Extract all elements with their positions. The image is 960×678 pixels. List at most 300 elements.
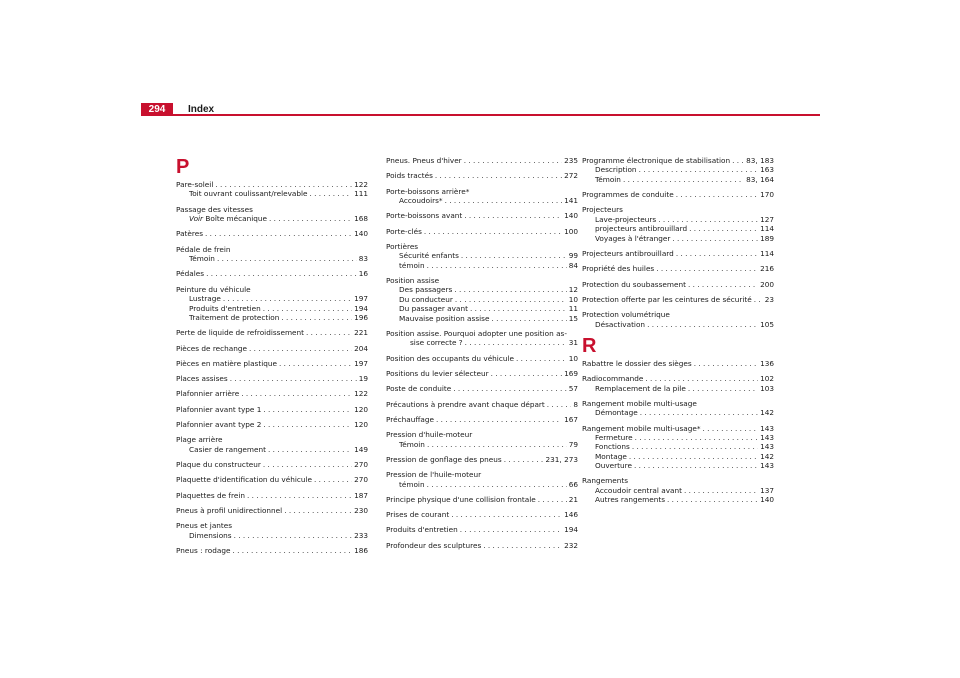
index-entry-label (176, 506, 282, 515)
index-page-ref[interactable]: 10 (568, 294, 578, 304)
index-entry-text: Portières (386, 241, 419, 251)
index-page-ref[interactable]: 83, 164 (746, 174, 774, 184)
index-entry-label (582, 399, 697, 408)
index-entry-text: Autres rangements (595, 495, 666, 505)
index-entry-line (582, 424, 774, 433)
index-subentry (176, 531, 368, 540)
page-title: Index (188, 104, 215, 115)
index-entry-label (595, 215, 656, 224)
index-page-ref[interactable]: 197 (354, 294, 368, 304)
index-subentry (176, 254, 368, 263)
index-entry-text: Pneus : rodage (176, 545, 231, 555)
dot-leader (451, 510, 562, 519)
index-entry-text: Propriété des huiles (582, 264, 655, 274)
dot-leader (454, 285, 566, 294)
index-page-ref[interactable]: 221 (354, 328, 368, 338)
index-entry-text: Passage des vitesses (176, 204, 253, 214)
index-entry-text: Protection offerte par les ceintures de sécurité (582, 294, 752, 304)
index-page-ref[interactable]: 141 (564, 196, 578, 205)
index-page-ref[interactable]: 136 (760, 358, 774, 368)
index-entry-continuation (386, 338, 578, 347)
index-entry-text: Position assise (386, 276, 440, 285)
dot-leader (754, 295, 763, 304)
index-entry-text: témoin (399, 260, 425, 270)
dot-leader (232, 546, 352, 555)
index-entry-label (582, 156, 730, 165)
index-entry-text: Pression de l'huile-moteur (386, 470, 482, 480)
dot-leader (223, 294, 352, 303)
index-entry-line (582, 310, 774, 319)
index-entry-line (189, 445, 368, 454)
index-entry-line (176, 205, 368, 214)
index-page-ref[interactable]: 31 (568, 338, 578, 348)
index-entry-label (189, 189, 308, 198)
index-page-ref[interactable]: 105 (760, 319, 774, 329)
index-entry (386, 227, 578, 236)
index-page-ref[interactable]: 103 (760, 383, 774, 393)
dot-leader (547, 400, 572, 409)
index-page-ref[interactable]: 83, 183 (746, 156, 774, 165)
index-page-ref[interactable]: 19 (358, 374, 368, 384)
index-page-ref[interactable]: 142 (760, 408, 774, 418)
dot-leader (241, 389, 352, 398)
dot-leader (732, 156, 744, 165)
index-entry-label (595, 320, 645, 329)
index-entry-text: Poids tractés (386, 171, 433, 181)
index-entry-label (176, 229, 203, 238)
index-page-ref[interactable]: 10 (568, 353, 578, 363)
index-page-ref[interactable]: 23 (764, 294, 774, 304)
index-page-ref[interactable]: 83 (358, 254, 368, 264)
index-page-ref[interactable]: 270 (354, 475, 368, 485)
index-page-ref[interactable]: 143 (760, 432, 774, 442)
dot-leader (491, 369, 562, 378)
index-page-ref[interactable]: 197 (354, 358, 368, 368)
index-entry-line (399, 285, 578, 294)
index-entry-text: Projecteurs (582, 205, 623, 215)
index-page-ref[interactable]: 196 (354, 312, 368, 322)
index-page-ref[interactable]: 84 (568, 260, 578, 270)
index-entry-line (582, 374, 774, 383)
index-entry (582, 476, 774, 485)
index-entry-text: Accoudoir central avant (595, 485, 682, 495)
dot-leader (206, 269, 357, 278)
index-entry-label (582, 476, 628, 485)
index-page-ref[interactable]: 272 (564, 171, 578, 181)
index-entry-line (386, 455, 578, 464)
index-subentry (386, 480, 578, 489)
dot-leader (263, 304, 352, 313)
index-subentry (386, 261, 578, 270)
index-entry-label (386, 525, 458, 534)
index-entry-label (386, 369, 489, 378)
index-entry (582, 295, 774, 304)
index-entry-text: Plage arrière (176, 435, 223, 445)
index-entry-line (595, 433, 774, 442)
index-entry-text: Rabattre le dossier des sièges (582, 358, 692, 368)
index-entry-line (595, 408, 774, 417)
index-subentry (582, 165, 774, 174)
index-page-ref[interactable]: 114 (760, 248, 774, 258)
index-page-ref[interactable]: 8 (573, 399, 578, 409)
index-page-ref[interactable]: 57 (568, 384, 578, 394)
index-entry-text: témoin (399, 479, 425, 489)
index-entry (176, 285, 368, 294)
index-entry-label (595, 165, 637, 174)
index-entry-label (176, 359, 277, 368)
index-page-ref[interactable]: 140 (354, 229, 368, 239)
index-entry-label (595, 384, 686, 393)
dot-leader (703, 424, 759, 433)
index-page-ref[interactable]: 12 (568, 285, 578, 295)
index-page-ref[interactable]: 140 (760, 495, 774, 505)
dot-leader (464, 211, 562, 220)
index-subentry (176, 304, 368, 313)
index-entry-text: Prises de courant (386, 510, 450, 520)
dot-leader (658, 215, 758, 224)
index-entry-text: Porte-boissons arrière* (386, 186, 470, 196)
index-entry-label (386, 455, 502, 464)
index-entry-text: Porte-boissons avant (386, 211, 463, 221)
index-entry-line (386, 525, 578, 534)
dot-leader (217, 254, 357, 263)
index-page-ref[interactable]: 231, 273 (545, 454, 578, 464)
index-page-ref[interactable]: 167 (564, 414, 578, 424)
index-entry-text: Poste de conduite (386, 384, 452, 394)
index-entry-label (582, 205, 623, 214)
index-page-ref[interactable]: 189 (760, 233, 774, 243)
index-page-ref[interactable]: 79 (568, 439, 578, 449)
index-entry-line (189, 531, 368, 540)
index-entry (582, 205, 774, 214)
index-entry-line (189, 313, 368, 322)
index-entry-line (595, 486, 774, 495)
index-entry (386, 329, 578, 348)
index-entry-label (189, 313, 279, 322)
index-page-ref[interactable]: 143 (760, 461, 774, 471)
index-entry (386, 495, 578, 504)
index-entry (386, 171, 578, 180)
index-entry-text: Mauvaise position assise (399, 313, 490, 323)
index-entry (176, 435, 368, 444)
index-entry-label (176, 405, 261, 414)
dot-leader (684, 486, 758, 495)
dot-leader (483, 541, 562, 550)
index-entry (582, 190, 774, 199)
index-page-ref[interactable]: 120 (354, 420, 368, 429)
index-page-ref[interactable]: 146 (564, 510, 578, 520)
index-subentry (582, 486, 774, 495)
index-page-ref[interactable]: 194 (354, 303, 368, 313)
index-entry-line (189, 294, 368, 303)
index-entry-line (386, 211, 578, 220)
index-entry-line (176, 475, 368, 484)
index-entry-label (386, 227, 422, 236)
index-page-ref[interactable]: 170 (760, 190, 774, 200)
index-entry-line (386, 495, 578, 504)
index-entry-text: Plafonnier avant type 2 (176, 420, 262, 429)
index-page-ref[interactable]: 16 (358, 269, 368, 279)
index-subentry (582, 384, 774, 393)
index-page-ref[interactable]: 137 (760, 485, 774, 495)
index-entry-label (176, 475, 312, 484)
index-page-ref[interactable]: 200 (760, 279, 774, 289)
index-entry-line (399, 295, 578, 304)
see-reference-prefix: Voir (189, 214, 204, 224)
index-entry-text: Pare-soleil (176, 180, 214, 189)
dot-leader (688, 384, 758, 393)
index-page-ref[interactable]: 99 (568, 251, 578, 261)
index-subentry (176, 445, 368, 454)
index-entry-text: Pression d'huile-moteur (386, 430, 473, 440)
index-page-ref[interactable]: 232 (564, 540, 578, 550)
index-entry-label (176, 389, 239, 398)
index-entry-label (595, 433, 633, 442)
index-entry-line (176, 521, 368, 530)
index-entry-line (386, 415, 578, 424)
index-entry-label (189, 254, 215, 263)
index-entry (176, 475, 368, 484)
dot-leader (647, 320, 758, 329)
index-entry-text: Des passagers (399, 285, 453, 295)
index-entry-text: Plafonnier arrière (176, 389, 240, 399)
dot-leader (281, 313, 352, 322)
index-entry (386, 541, 578, 550)
index-entry (386, 242, 578, 251)
index-entry-text: Témoin (399, 439, 425, 449)
index-entry-label (386, 470, 481, 479)
index-entry-text: Remplacement de la pile (595, 383, 686, 393)
index-entry-line (176, 420, 368, 429)
index-entry-line (176, 491, 368, 500)
index-entry-label (399, 295, 453, 304)
index-letter-heading: R (582, 334, 597, 357)
index-entry (386, 430, 578, 439)
index-subentry (582, 234, 774, 243)
dot-leader (667, 495, 758, 504)
index-entry-line (386, 242, 578, 251)
index-entry-label (176, 491, 245, 500)
index-page-ref[interactable]: 102 (760, 374, 774, 384)
index-entry-label (189, 304, 261, 313)
index-entry-line (582, 295, 774, 304)
index-entry-line (176, 285, 368, 294)
index-entry-text: Accoudoirs* (399, 196, 443, 205)
index-entry-line (595, 384, 774, 393)
index-entry-line (595, 495, 774, 504)
dot-leader (656, 264, 758, 273)
index-page-ref[interactable]: 204 (354, 343, 368, 353)
index-entry-label (582, 190, 674, 199)
index-page-ref[interactable]: 187 (354, 490, 368, 500)
index-entry-text: Perte de liquide de refroidissement (176, 328, 305, 338)
index-entry-line (399, 314, 578, 323)
index-entry-text: Porte-clés (386, 226, 422, 236)
index-entry-label (386, 354, 514, 363)
index-entry-label (595, 495, 665, 504)
index-entry-label (386, 541, 481, 550)
dot-leader (445, 196, 563, 205)
index-entry-label (595, 442, 630, 451)
dot-leader (263, 460, 352, 469)
index-page-ref[interactable]: 122 (354, 389, 368, 399)
dot-leader (427, 261, 567, 270)
index-entry (176, 374, 368, 383)
dot-leader (623, 175, 744, 184)
index-entry-text: Rangements (582, 476, 629, 486)
index-entry (176, 506, 368, 515)
index-entry-label (176, 460, 261, 469)
index-entry (176, 229, 368, 238)
index-entry-line (386, 171, 578, 180)
index-entry-label (176, 435, 223, 444)
index-page-ref[interactable]: 270 (354, 460, 368, 469)
index-entry-label (189, 445, 266, 454)
index-subentry (386, 314, 578, 323)
index-page-ref[interactable]: 120 (354, 404, 368, 414)
index-entry (176, 521, 368, 530)
index-entry-line (582, 264, 774, 273)
index-entry-label (386, 384, 451, 393)
index-entry-line (176, 389, 368, 398)
index-page-ref[interactable]: 122 (354, 180, 368, 189)
index-column-2 (386, 156, 578, 556)
header-rule (141, 114, 820, 116)
index-page-ref[interactable]: 168 (354, 214, 368, 224)
index-entry-label (176, 180, 213, 189)
index-entry-label (189, 214, 267, 223)
index-entry (176, 405, 368, 414)
index-page-ref[interactable]: 230 (354, 505, 368, 515)
index-page-ref[interactable]: 169 (564, 368, 578, 378)
dot-leader (263, 405, 352, 414)
index-entry-line (595, 165, 774, 174)
index-subentry (176, 294, 368, 303)
index-entry-line (386, 541, 578, 550)
dot-leader (269, 214, 352, 223)
index-page-ref[interactable]: 163 (760, 165, 774, 175)
page-number-badge: 294 (141, 103, 173, 116)
index-page-ref[interactable]: 100 (564, 226, 578, 236)
index-page-ref[interactable]: 66 (568, 479, 578, 489)
index-page-ref[interactable]: 127 (760, 214, 774, 224)
index-page-ref[interactable]: 194 (564, 525, 578, 535)
index-entry-text: Précautions à prendre avant chaque départ (386, 399, 545, 409)
index-entry-label (595, 461, 632, 470)
index-entry (176, 344, 368, 353)
index-entry-text: Témoin (189, 254, 215, 264)
index-page-ref[interactable]: 111 (354, 189, 368, 199)
dot-leader (694, 359, 758, 368)
index-entry-label (386, 242, 418, 251)
index-entry-text: Lave-projecteurs (595, 214, 657, 224)
index-entry-text: Fonctions (595, 442, 630, 452)
index-entry (386, 369, 578, 378)
index-entry (386, 156, 578, 165)
index-entry-text: Description (595, 165, 637, 175)
index-entry-text: Plaque du constructeur (176, 460, 261, 469)
index-entry-text: Lustrage (189, 294, 221, 304)
index-entry-label (176, 328, 304, 337)
dot-leader (634, 461, 758, 470)
index-page-ref[interactable]: 233 (354, 530, 368, 540)
index-subentry (582, 408, 774, 417)
index-entry-label (582, 359, 692, 368)
index-letter-heading: P (176, 156, 190, 178)
index-entry (386, 187, 578, 196)
index-page-ref[interactable]: 11 (568, 304, 578, 314)
index-entry-line (386, 470, 578, 479)
index-page-ref[interactable]: 143 (760, 442, 774, 452)
dot-leader (464, 156, 562, 165)
index-entry-line (399, 440, 578, 449)
index-entry (582, 424, 774, 433)
index-entry (386, 384, 578, 393)
index-entry-line (176, 245, 368, 254)
index-page-ref[interactable]: 149 (354, 444, 368, 454)
dot-leader (230, 374, 357, 383)
index-page-ref[interactable]: 235 (564, 156, 578, 165)
index-page-ref[interactable]: 142 (760, 451, 774, 461)
index-entry-line (595, 320, 774, 329)
index-page-ref[interactable]: 186 (354, 545, 368, 555)
index-entry-text: Produits d'entretien (189, 303, 261, 313)
index-entry (176, 328, 368, 337)
index-entry-label (582, 310, 670, 319)
index-subentry (582, 433, 774, 442)
index-page-ref[interactable]: 21 (568, 494, 578, 504)
index-entry-label (399, 196, 443, 205)
index-entry-label (386, 510, 449, 519)
index-page-ref[interactable]: 216 (760, 264, 774, 274)
index-subentry (176, 189, 368, 198)
index-entry (386, 470, 578, 479)
index-entry-text: Pneus et jantes (176, 521, 233, 531)
index-entry-line (189, 254, 368, 263)
index-entry-text: Plaquettes de frein (176, 490, 245, 500)
index-entry-text: Peinture du véhicule (176, 284, 251, 294)
dot-leader (629, 452, 758, 461)
index-page-ref[interactable]: 143 (760, 423, 774, 433)
index-entry-line (176, 328, 368, 337)
index-entry-label (176, 546, 230, 555)
index-entry (582, 249, 774, 258)
index-subentry (386, 440, 578, 449)
index-entry (582, 280, 774, 289)
index-entry (386, 525, 578, 534)
index-entry-label (386, 156, 462, 165)
index-entry-line (595, 224, 774, 233)
index-entry-text: Position des occupants du véhicule (386, 353, 514, 363)
index-entry-text: Plaquette d'identification du véhicule (176, 475, 313, 485)
index-entry-line (595, 442, 774, 451)
index-entry-line (386, 187, 578, 196)
index-entry-text: Patères (176, 229, 204, 239)
index-entry-label (386, 171, 433, 180)
dot-leader (435, 171, 562, 180)
index-page-ref[interactable]: 15 (568, 313, 578, 323)
dot-leader (234, 531, 352, 540)
index-page-ref[interactable]: 114 (760, 224, 774, 234)
index-entry-text: Témoin (595, 174, 621, 184)
index-entry-label (176, 245, 231, 254)
index-subentry (582, 442, 774, 451)
index-entry-line (386, 384, 578, 393)
index-page-ref[interactable]: 140 (564, 211, 578, 221)
index-entry-label (582, 374, 643, 383)
index-entry-text: Dimensions (189, 530, 232, 540)
index-entry-text: Préchauffage (386, 414, 434, 424)
